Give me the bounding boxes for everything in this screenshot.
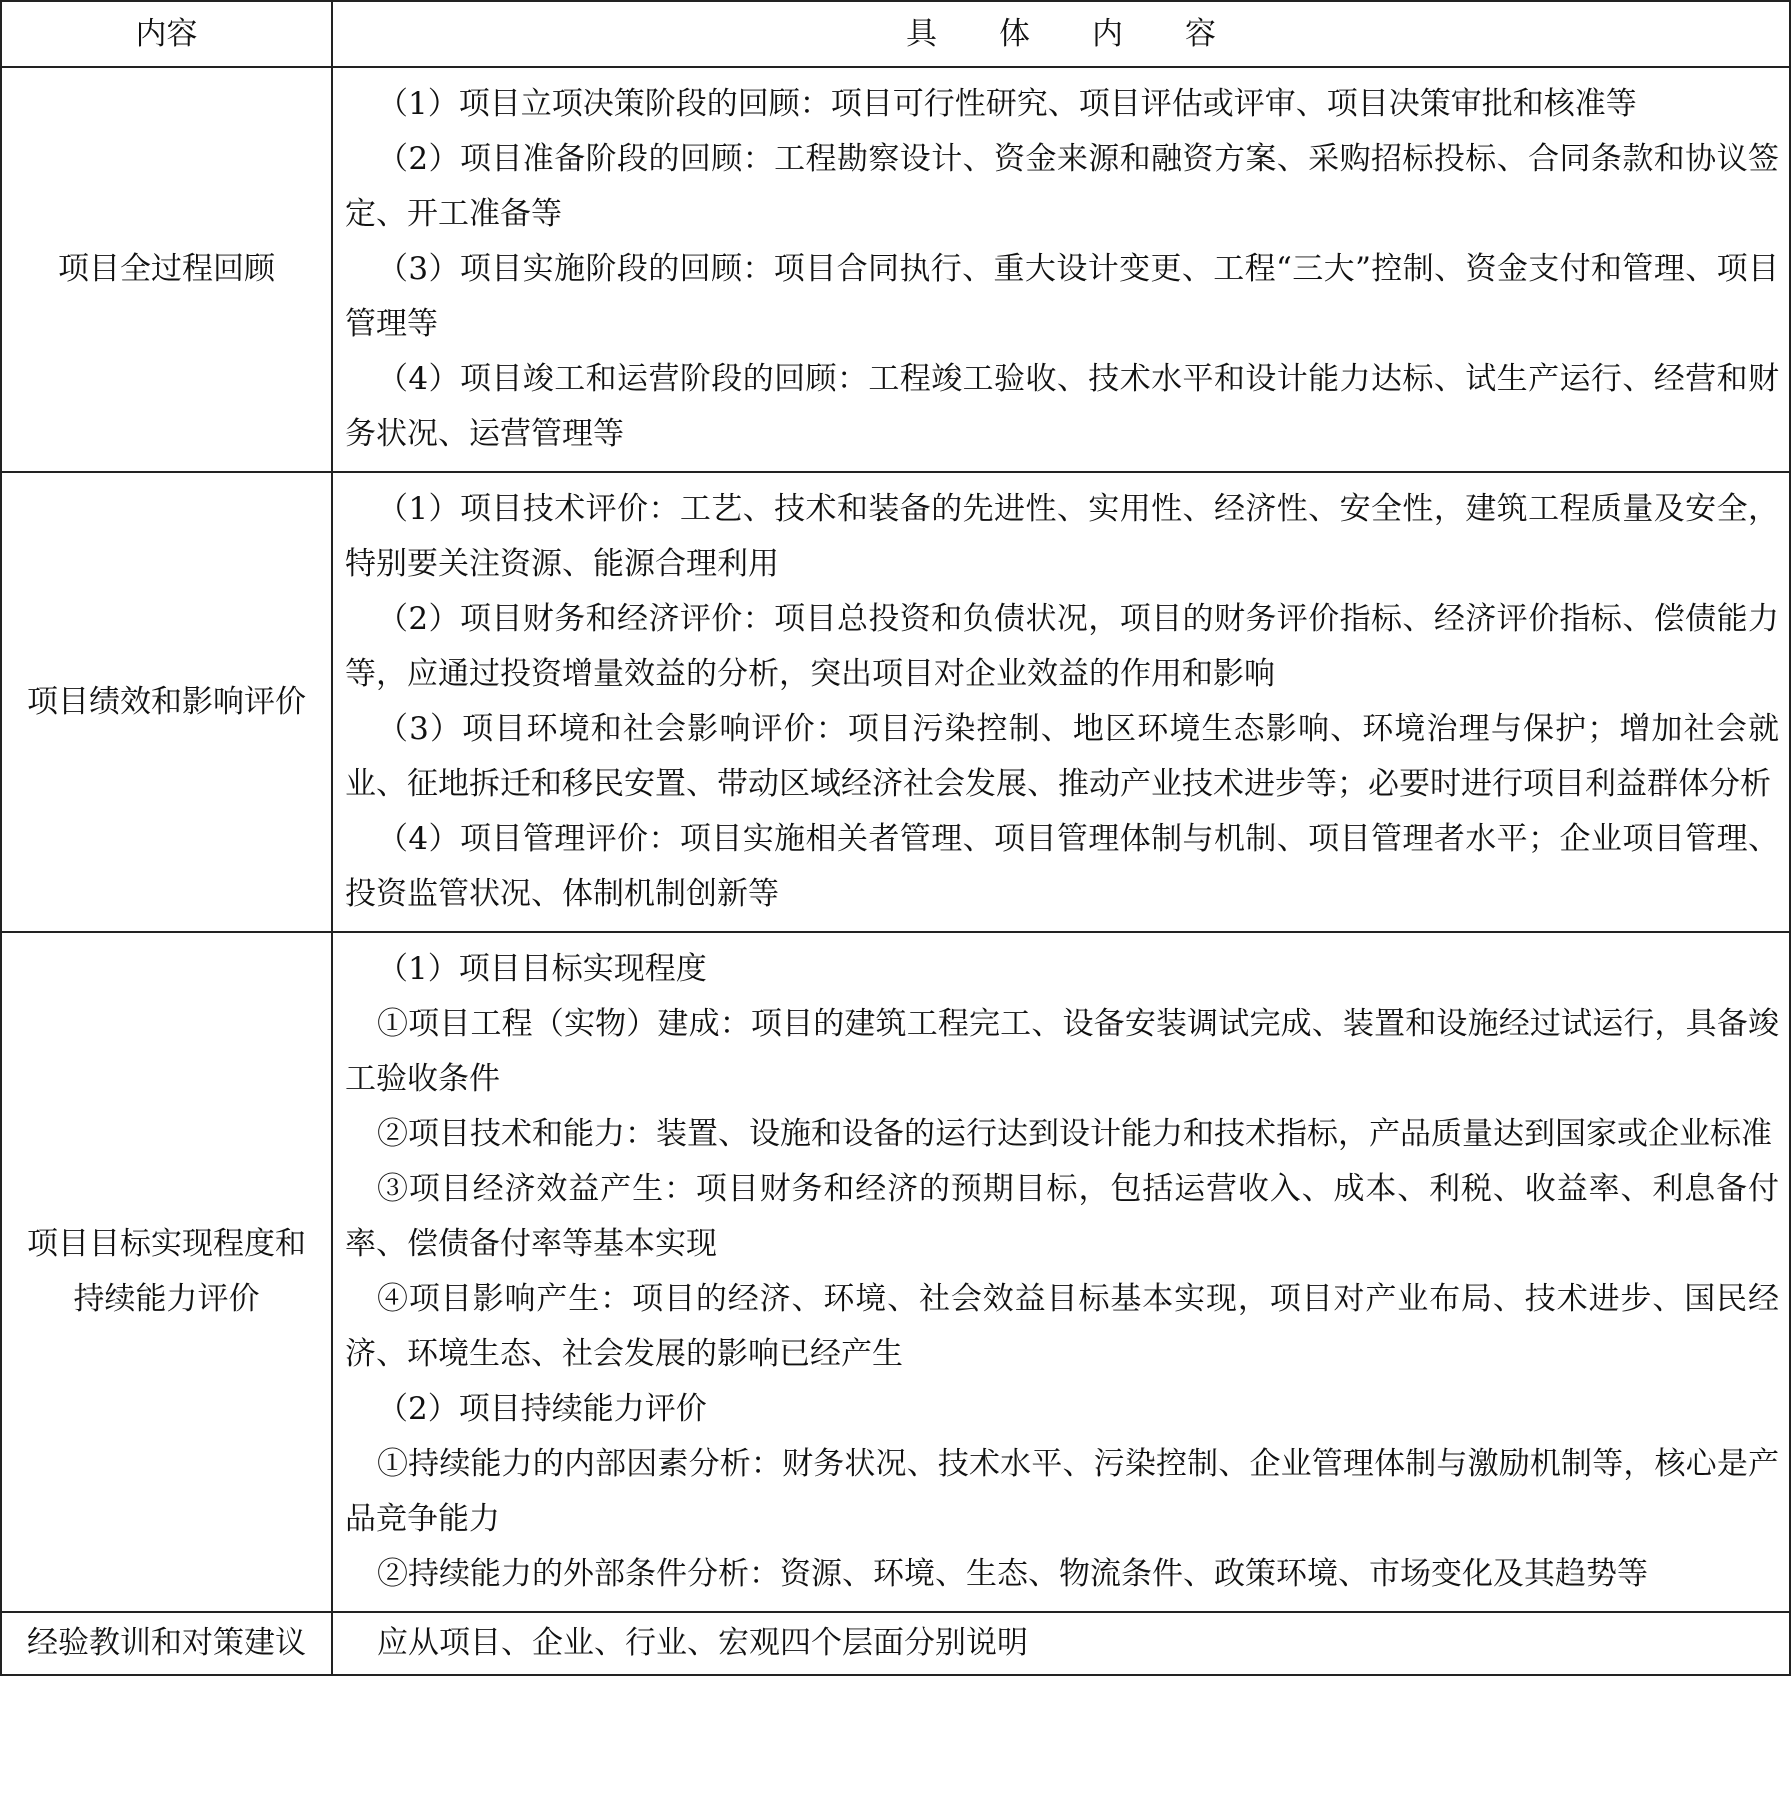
content-item: ④项目影响产生：项目的经济、环境、社会效益目标基本实现，项目对产业布局、技术进步、国民经济、环境生态、社会发展的影响已经产生 (345, 1281, 1779, 1372)
row-label: 项目绩效和影响评价 (1, 472, 332, 932)
content-item: （2）项目准备阶段的回顾：工程勘察设计、资金来源和融资方案、采购招标投标、合同条款和协议签定、开工准备等 (345, 141, 1779, 232)
content-item: ②持续能力的外部条件分析：资源、环境、生态、物流条件、政策环境、市场变化及其趋势等 (377, 1556, 1648, 1592)
row-content (332, 67, 1790, 472)
header-cell-details: 具体内容 (332, 1, 1790, 67)
content-item: （1）项目目标实现程度 (377, 951, 707, 987)
row-label: 经验教训和对策建议 (1, 1612, 332, 1675)
content-item: （3）项目实施阶段的回顾：项目合同执行、重大设计变更、工程“三大”控制、资金支付和管理、项目管理等 (345, 251, 1779, 342)
row-content (332, 932, 1790, 1612)
content-item: ①持续能力的内部因素分析：财务状况、技术水平、污染控制、企业管理体制与激励机制等，核心是产品竞争能力 (345, 1446, 1779, 1537)
content-item: （3）项目环境和社会影响评价：项目污染控制、地区环境生态影响、环境治理与保护；增加社会就业、征地拆迁和移民安置、带动区域经济社会发展、推动产业技术进步等；必要时进行项目利益群体分析 (345, 711, 1779, 802)
content-item: 应从项目、企业、行业、宏观四个层面分别说明 (377, 1625, 1028, 1661)
table-row (1, 67, 1790, 472)
content-item: （4）项目管理评价：项目实施相关者管理、项目管理体制与机制、项目管理者水平；企业项目管理、投资监管状况、体制机制创新等 (345, 821, 1779, 912)
content-item: （4）项目竣工和运营阶段的回顾：工程竣工验收、技术水平和设计能力达标、试生产运行、经营和财务状况、运营管理等 (345, 361, 1779, 452)
content-item: （1）项目立项决策阶段的回顾：项目可行性研究、项目评估或评审、项目决策审批和核准等 (377, 86, 1637, 122)
row-content (332, 472, 1790, 932)
content-item: （1）项目技术评价：工艺、技术和装备的先进性、实用性、经济性、安全性，建筑工程质量及安全，特别要关注资源、能源合理利用 (345, 491, 1779, 582)
table-row (1, 472, 1790, 932)
row-content (332, 1612, 1790, 1675)
content-item: ②项目技术和能力：装置、设施和设备的运行达到设计能力和技术指标，产品质量达到国家或企业标准 (377, 1116, 1772, 1152)
row-label: 项目全过程回顾 (1, 67, 332, 472)
table-row (1, 1612, 1790, 1675)
header-row (1, 1, 1790, 67)
header-cell-content: 内容 (1, 1, 332, 67)
table-row (1, 932, 1790, 1612)
content-item: ③项目经济效益产生：项目财务和经济的预期目标，包括运营收入、成本、利税、收益率、利息备付率、偿债备付率等基本实现 (345, 1171, 1779, 1262)
content-item: （2）项目持续能力评价 (377, 1391, 707, 1427)
content-item: （2）项目财务和经济评价：项目总投资和负债状况，项目的财务评价指标、经济评价指标、偿债能力等，应通过投资增量效益的分析，突出项目对企业效益的作用和影响 (345, 601, 1779, 692)
content-item: ①项目工程（实物）建成：项目的建筑工程完工、设备安装调试完成、装置和设施经过试运行，具备竣工验收条件 (345, 1006, 1779, 1097)
row-label: 项目目标实现程度和持续能力评价 (1, 932, 332, 1612)
